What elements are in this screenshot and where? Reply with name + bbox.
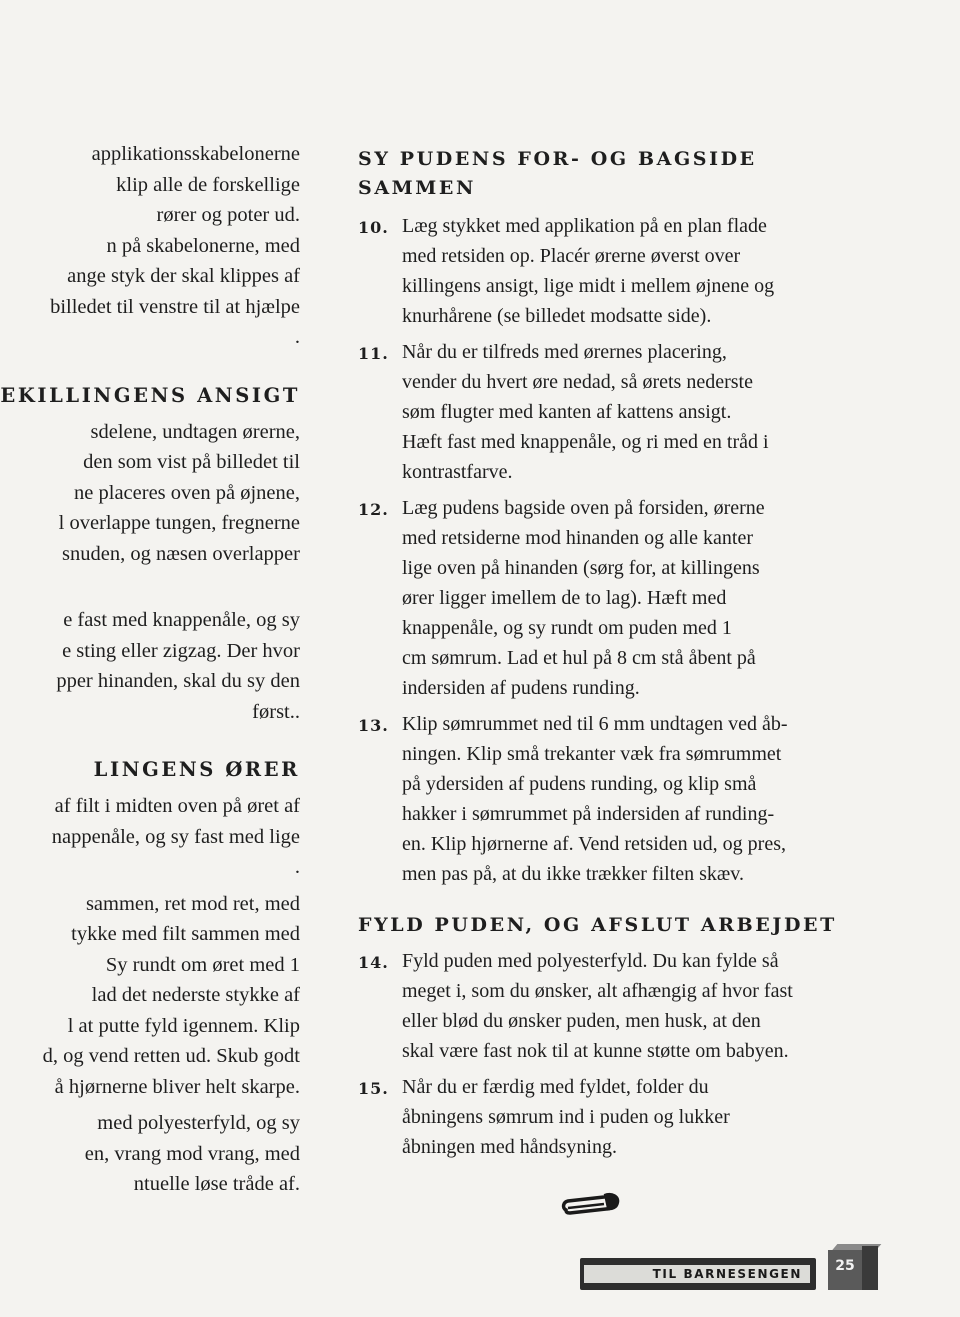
step-number: 11. [358, 344, 389, 363]
text-line: l at putte fyld igennem. Klip [67, 1014, 300, 1037]
page-number: 25 [835, 1258, 855, 1274]
left-paragraph-6 [0, 1108, 300, 1200]
text-line: Klip sømrummet ned til 6 mm undtagen ved åb- [402, 713, 788, 735]
page-number-box-side [862, 1246, 878, 1290]
left-heading-2: LINGENS ØRER [93, 758, 300, 781]
step-14 [358, 946, 830, 1066]
text-line: knurhårene (se billedet modsatte side). [402, 305, 712, 327]
text-line: knappenåle, og sy rundt om puden med 1 [402, 617, 732, 639]
left-paragraph-2 [0, 417, 300, 570]
text-line: nappenåle, og sy fast med lige [51, 825, 300, 848]
heading-line: SY PUDENS FOR- OG BAGSIDE [358, 148, 757, 170]
left-paragraph-5 [0, 889, 300, 1103]
text-line: åbningens sømrum ind i puden og lukker [402, 1106, 730, 1128]
text-line: Sy rundt om øret med 1 [105, 953, 300, 976]
left-paragraph-3 [0, 605, 300, 727]
text-line: af filt i midten oven på øret af [54, 795, 300, 817]
text-line: . [294, 326, 300, 348]
text-line: vender du hvert øre nedad, så ørets nederste [402, 371, 753, 393]
step-12 [358, 493, 830, 703]
left-heading-1: EKILLINGENS ANSIGT [0, 383, 300, 407]
text-line: Når du er tilfreds med ørernes placering, [402, 341, 727, 363]
text-line: ntuelle løse tråde af. [133, 1173, 300, 1195]
text-line: Fyld puden med polyesterfyld. Du kan fylde så [402, 950, 779, 972]
step-15 [358, 1072, 830, 1162]
heading-line: FYLD PUDEN, OG AFSLUT ARBEJDET [358, 914, 837, 936]
text-line: en. Klip hjørnerne af. Vend retsiden ud, og pres, [402, 833, 786, 855]
step-text [402, 1072, 830, 1162]
footer-section-label: TIL BARNESENGEN [584, 1265, 810, 1283]
step-13 [358, 709, 830, 889]
heading-line: SAMMEN [358, 177, 476, 199]
step-text [402, 709, 830, 889]
section-heading-sew-together [358, 145, 830, 203]
step-text [402, 211, 830, 331]
left-paragraph-1 [0, 139, 300, 353]
text-line: billedet til venstre til at hjælpe [50, 295, 300, 318]
text-line: med retsiden op. Placér ørerne øverst over [402, 245, 741, 267]
text-line: lige oven på hinanden (sørg for, at killingens [402, 557, 760, 579]
text-line: skal være fast nok til at kunne støtte om babyen. [402, 1040, 789, 1062]
text-line: rører og poter ud. [156, 204, 300, 226]
text-line: n på skabelonerne, med [106, 234, 300, 257]
text-line: den som vist på billedet til [83, 451, 300, 473]
text-line: åbningen med håndsyning. [402, 1136, 617, 1158]
text-line: Læg stykket med applikation på en plan flade [402, 215, 767, 237]
text-line: eller blød du ønsker puden, men husk, at den [402, 1010, 761, 1032]
text-line: hakker i sømrummet på indersiden af runding- [402, 803, 775, 825]
text-line: snuden, og næsen overlapper [62, 542, 300, 565]
step-number: 12. [358, 500, 389, 519]
left-paragraph-4 [0, 791, 300, 883]
text-line: ange styk der skal klippes af [67, 265, 300, 287]
footer-section-tab [580, 1258, 816, 1290]
text-line: killingens ansigt, lige midt i mellem øjnene og [402, 275, 775, 297]
text-line: applikationsskabelonerne [91, 143, 300, 165]
text-line: lad det nederste stykke af [91, 984, 300, 1006]
text-line: ningen. Klip små trekanter væk fra sømrummet [402, 743, 782, 765]
text-line: l overlappe tungen, fregnerne [58, 512, 300, 534]
text-line: men pas på, at du ikke trækker filten skæv. [402, 863, 744, 885]
step-number: 13. [358, 716, 389, 735]
text-line: kontrastfarve. [402, 461, 513, 483]
text-line: på ydersiden af pudens runding, og klip små [402, 773, 757, 795]
text-line: klip alle de forskellige [116, 173, 300, 196]
text-line: Hæft fast med knappenåle, og ri med en tråd i [402, 431, 769, 453]
section-heading-fill-finish [358, 911, 837, 940]
text-line: ører ligger imellem de to lag). Hæft med [402, 587, 727, 609]
step-text [402, 493, 830, 703]
step-number: 10. [358, 218, 389, 237]
step-11 [358, 337, 830, 487]
text-line: Når du er færdig med fyldet, folder du [402, 1076, 709, 1098]
text-line: med polyesterfyld, og sy [97, 1112, 300, 1134]
step-10 [358, 211, 830, 331]
text-line: d, og vend retten ud. Skub godt [42, 1045, 300, 1067]
right-column [358, 145, 837, 1168]
text-line: først.. [252, 700, 300, 723]
text-line: sdelene, undtagen ørerne, [90, 420, 300, 443]
step-number: 15. [358, 1079, 389, 1098]
text-line: cm sømrum. Lad et hul på 8 cm stå åbent på [402, 647, 756, 669]
text-line: med retsiderne mod hinanden og alle kanter [402, 527, 753, 549]
text-line: søm flugter med kanten af kattens ansigt. [402, 401, 732, 423]
text-line: . [294, 856, 300, 878]
text-line: å hjørnerne bliver helt skarpe. [54, 1075, 300, 1098]
text-line: e fast med knappenåle, og sy [63, 609, 300, 631]
step-text [402, 337, 830, 487]
text-line: e sting eller zigzag. Der hvor [62, 639, 300, 662]
text-line: pper hinanden, skal du sy den [56, 670, 300, 692]
step-number: 14. [358, 953, 389, 972]
text-line: sammen, ret mod ret, med [85, 892, 300, 915]
step-text [402, 946, 830, 1066]
safety-pin-icon [560, 1190, 622, 1220]
text-line: Læg pudens bagside oven på forsiden, ørerne [402, 497, 765, 519]
text-line: en, vrang mod vrang, med [84, 1142, 300, 1165]
text-line: meget i, som du ønsker, alt afhængig af hvor fast [402, 980, 793, 1002]
text-line: tykke med filt sammen med [71, 923, 300, 945]
text-line: ne placeres oven på øjnene, [74, 481, 300, 504]
left-column [0, 139, 300, 1200]
text-line: indersiden af pudens runding. [402, 677, 640, 699]
